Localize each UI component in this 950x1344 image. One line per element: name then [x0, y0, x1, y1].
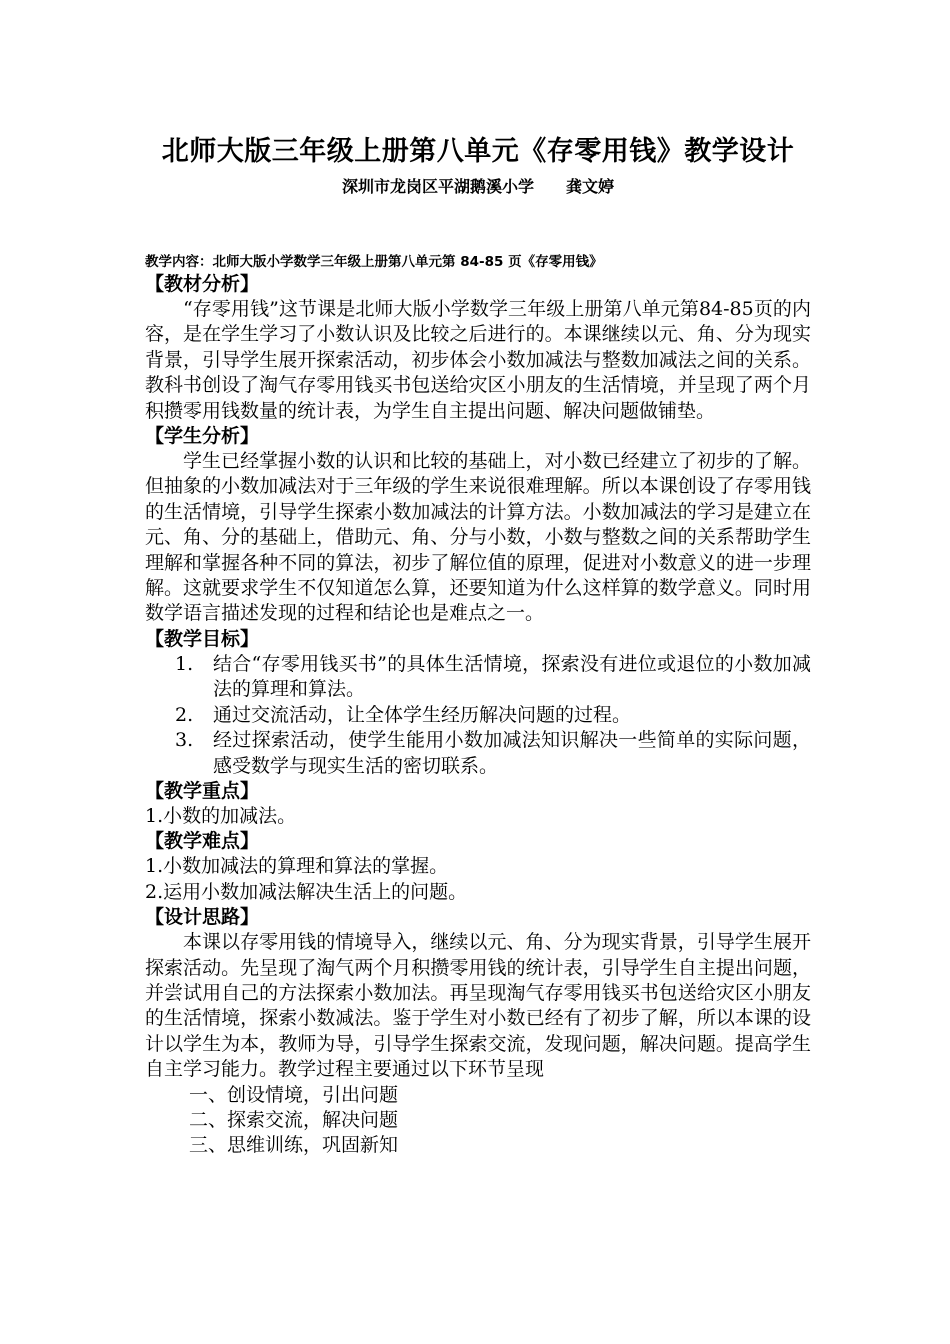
- heading-key-points: 【教学重点】: [145, 779, 260, 802]
- difficulty-item: 1.小数加减法的算理和算法的掌握。: [145, 855, 449, 878]
- paragraph-student-analysis: 学生已经掌握小数的认识和比较的基础上，对小数已经建立了初步的了解。但抽象的小数加减法对于三年级的学生来说很难理解。所以本课创设了存零用钱的生活情境，引导学生探索小数加减法的计算方法。小数加减法的学习是建立在元、角、分的基础上，借助元、角、分与小数，小数与整数之间的关系帮助学生理解和掌握各种不同的算法，初步了解位值的原理，促进对小数意义的进一步理解。这就要求学生不仅知道怎么算，还要知道为什么这样算的数学意义。同时用数学语言描述发现的过程和结论也是难点之一。: [145, 450, 811, 625]
- document-title: 北师大版三年级上册第八单元《存零用钱》教学设计: [161, 136, 795, 167]
- document-content: [145, 132, 811, 1159]
- author-line: 深圳市龙岗区平湖鹅溪小学 龚文婷: [341, 177, 614, 196]
- list-item: [145, 652, 811, 703]
- heading-student-analysis: 【学生分析】: [145, 425, 260, 448]
- list-text: 通过交流活动，让全体学生经历解决问题的过程。: [213, 703, 632, 726]
- heading-difficulties: 【教学难点】: [145, 830, 260, 853]
- process-step: 三、思维训练，巩固新知: [189, 1134, 399, 1157]
- teaching-content: 教学内容：北师大版小学数学三年级上册第八单元第 84-85 页《存零用钱》: [145, 254, 603, 270]
- list-text: 经过探索活动，使学生能用小数加减法知识解决一些简单的实际问题，感受数学与现实生活的密切联系。: [213, 729, 811, 777]
- heading-design-ideas: 【设计思路】: [145, 906, 260, 929]
- difficulty-item: 2.运用小数加减法解决生活上的问题。: [145, 880, 468, 903]
- heading-teaching-goals: 【教学目标】: [145, 627, 260, 650]
- paragraph-textbook-analysis: “存零用钱”这节课是北师大版小学数学三年级上册第八单元第84-85页的内容，是在学生学习了小数认识及比较之后进行的。本课继续以元、角、分为现实背景，引导学生展开探索活动，初步体会小数加减法与整数加减法之间的关系。教科书创设了淘气存零用钱买书包送给灾区小朋友的生活情境，并呈现了两个月积攒零用钱数量的统计表，为学生自主提出问题、解决问题做铺垫。: [145, 298, 811, 422]
- list-text: 结合“存零用钱买书”的具体生活情境，探索没有进位或退位的小数加减法的算理和算法。: [213, 652, 811, 701]
- paragraph-design-ideas: 本课以存零用钱的情境导入，继续以元、角、分为现实背景，引导学生展开探索活动。先呈现了淘气两个月积攒零用钱的统计表，引导学生自主提出问题，并尝试用自己的方法探索小数加法。再呈现淘气存零用钱买书包送给灾区小朋友的生活情境，探索小数减法。鉴于学生对小数已经有了初步了解，所以本课的设计以学生为本，教师为导，引导学生探索交流，发现问题，解决问题。提高学生自主学习能力。教学过程主要通过以下环节呈现: [145, 931, 811, 1081]
- list-number: 3.: [175, 729, 194, 752]
- list-item: [145, 728, 811, 779]
- list-item: [145, 703, 811, 728]
- process-step: 一、创设情境，引出问题: [189, 1083, 399, 1106]
- key-point-item: 1.小数的加减法。: [145, 804, 297, 827]
- process-step: 二、探索交流，解决问题: [189, 1108, 399, 1131]
- list-number: 1.: [175, 652, 194, 675]
- teaching-goals-list: [145, 652, 811, 779]
- heading-textbook-analysis: 【教材分析】: [145, 273, 260, 295]
- list-number: 2.: [175, 703, 194, 726]
